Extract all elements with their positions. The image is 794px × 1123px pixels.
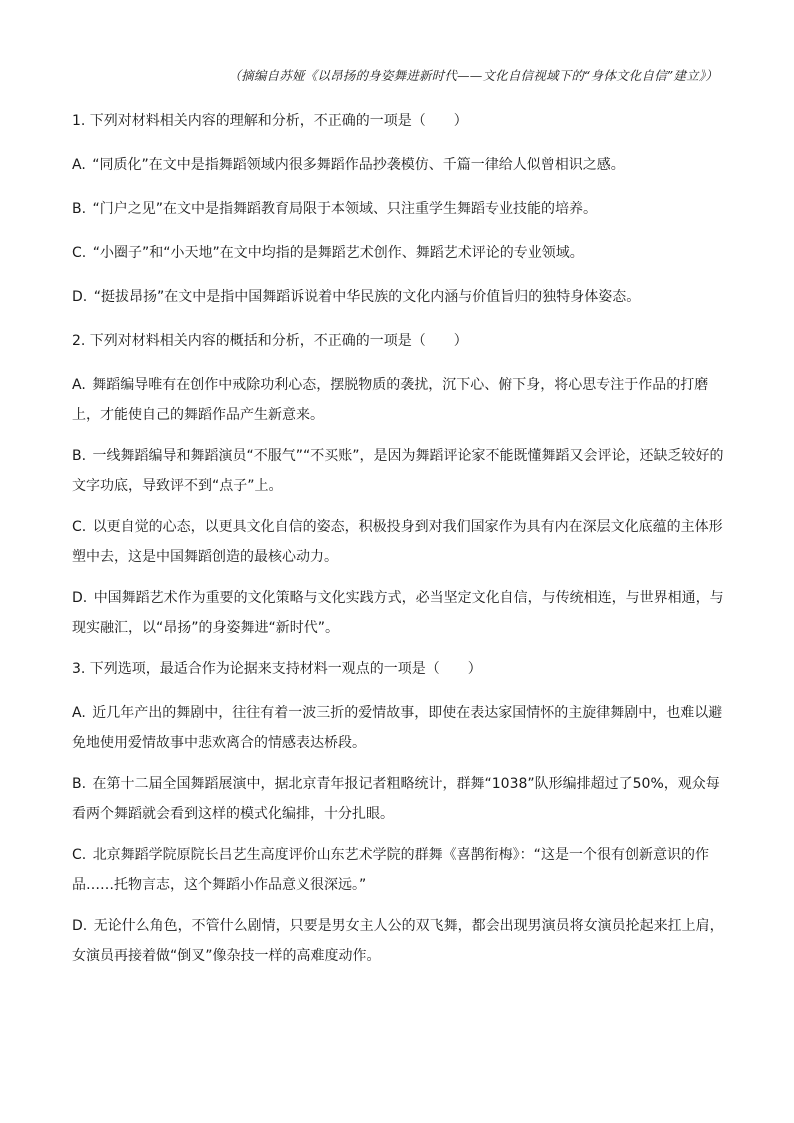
option-letter: C. xyxy=(72,245,87,261)
option-c xyxy=(72,512,724,572)
source-citation: （摘编自苏娅《以昂扬的身姿舞进新时代——文化自信视域下的“身体文化自信”建立》） xyxy=(228,68,718,83)
option-d xyxy=(72,286,724,308)
option-letter: D. xyxy=(72,289,88,305)
option-text: 舞蹈编导唯有在创作中戒除功利心态，摆脱物质的袭扰，沉下心、俯下身，将心思专注于作品的打磨上，才能使自己的舞蹈作品产生新意来。 xyxy=(72,377,709,423)
option-text: 在第十二届全国舞蹈展演中，据北京青年报记者粗略统计，群舞“1038”队形编排超过了50%，观众每看两个舞蹈就会看到这样的模式化编排，十分扎眼。 xyxy=(72,776,720,822)
option-letter: A. xyxy=(72,157,86,173)
option-text: “小圈子”和“小天地”在文中均指的是舞蹈艺术创作、舞蹈艺术评论的专业领域。 xyxy=(92,245,584,261)
option-text: 中国舞蹈艺术作为重要的文化策略与文化实践方式，必当坚定文化自信，与传统相连，与世界相通，与现实融汇，以“昂扬”的身姿舞进“新时代”。 xyxy=(72,590,724,636)
option-letter: D. xyxy=(72,590,88,606)
option-b xyxy=(72,769,724,829)
option-c xyxy=(72,840,724,900)
question-3 xyxy=(72,658,724,971)
option-text: 一线舞蹈编导和舞蹈演员“不服气”“不买账”，是因为舞蹈评论家不能既懂舞蹈又会评论，还缺乏较好的文字功底，导致评不到“点子”上。 xyxy=(72,448,724,494)
option-d xyxy=(72,583,724,643)
option-text: 以更自觉的心态，以更具文化自信的姿态，积极投身到对我们国家作为具有内在深层文化底蕴的主体形塑中去，这是中国舞蹈创造的最核心动力。 xyxy=(72,519,723,565)
option-text: 无论什么角色，不管什么剧情，只要是男女主人公的双飞舞，都会出现男演员将女演员抡起来扛上肩，女演员再接着做“倒叉”像杂技一样的高难度动作。 xyxy=(72,918,724,964)
option-a xyxy=(72,370,724,430)
option-a xyxy=(72,698,724,758)
option-text: 北京舞蹈学院原院长吕艺生高度评价山东艺术学院的群舞《喜鹊衔梅》：“这是一个很有创新意识的作品……托物言志，这个舞蹈小作品意义很深远。” xyxy=(72,847,709,893)
option-letter: C. xyxy=(72,519,87,535)
option-letter: B. xyxy=(72,776,87,792)
option-b xyxy=(72,441,724,501)
option-b xyxy=(72,198,724,220)
question-2 xyxy=(72,330,724,643)
option-letter: A. xyxy=(72,705,86,721)
option-text: 近几年产出的舞剧中，往往有着一波三折的爱情故事，即使在表达家国情怀的主旋律舞剧中，也难以避免地使用爱情故事中悲欢离合的情感表达桥段。 xyxy=(72,705,723,751)
option-a xyxy=(72,154,724,176)
option-letter: B. xyxy=(72,201,87,217)
question-stem: 1. 下列对材料相关内容的理解和分析，不正确的一项是（ ） xyxy=(72,113,468,129)
option-letter: B. xyxy=(72,448,87,464)
question-1 xyxy=(72,110,724,308)
option-text: “挺拔昂扬”在文中是指中国舞蹈诉说着中华民族的文化内涵与价值旨归的独特身体姿态。 xyxy=(93,289,641,305)
option-letter: A. xyxy=(72,377,86,393)
option-d xyxy=(72,911,724,971)
option-letter: D. xyxy=(72,918,88,934)
question-stem: 3. 下列选项，最适合作为论据来支持材料一观点的一项是（ ） xyxy=(72,661,482,677)
question-stem: 2. 下列对材料相关内容的概括和分析，不正确的一项是（ ） xyxy=(72,333,468,349)
option-c xyxy=(72,242,724,264)
option-text: “门户之见”在文中是指舞蹈教育局限于本领域、只注重学生舞蹈专业技能的培养。 xyxy=(92,201,598,217)
option-text: “同质化”在文中是指舞蹈领域内很多舞蹈作品抄袭模仿、千篇一律给人似曾相识之感。 xyxy=(92,157,625,173)
question-list xyxy=(72,110,724,986)
option-letter: C. xyxy=(72,847,87,863)
